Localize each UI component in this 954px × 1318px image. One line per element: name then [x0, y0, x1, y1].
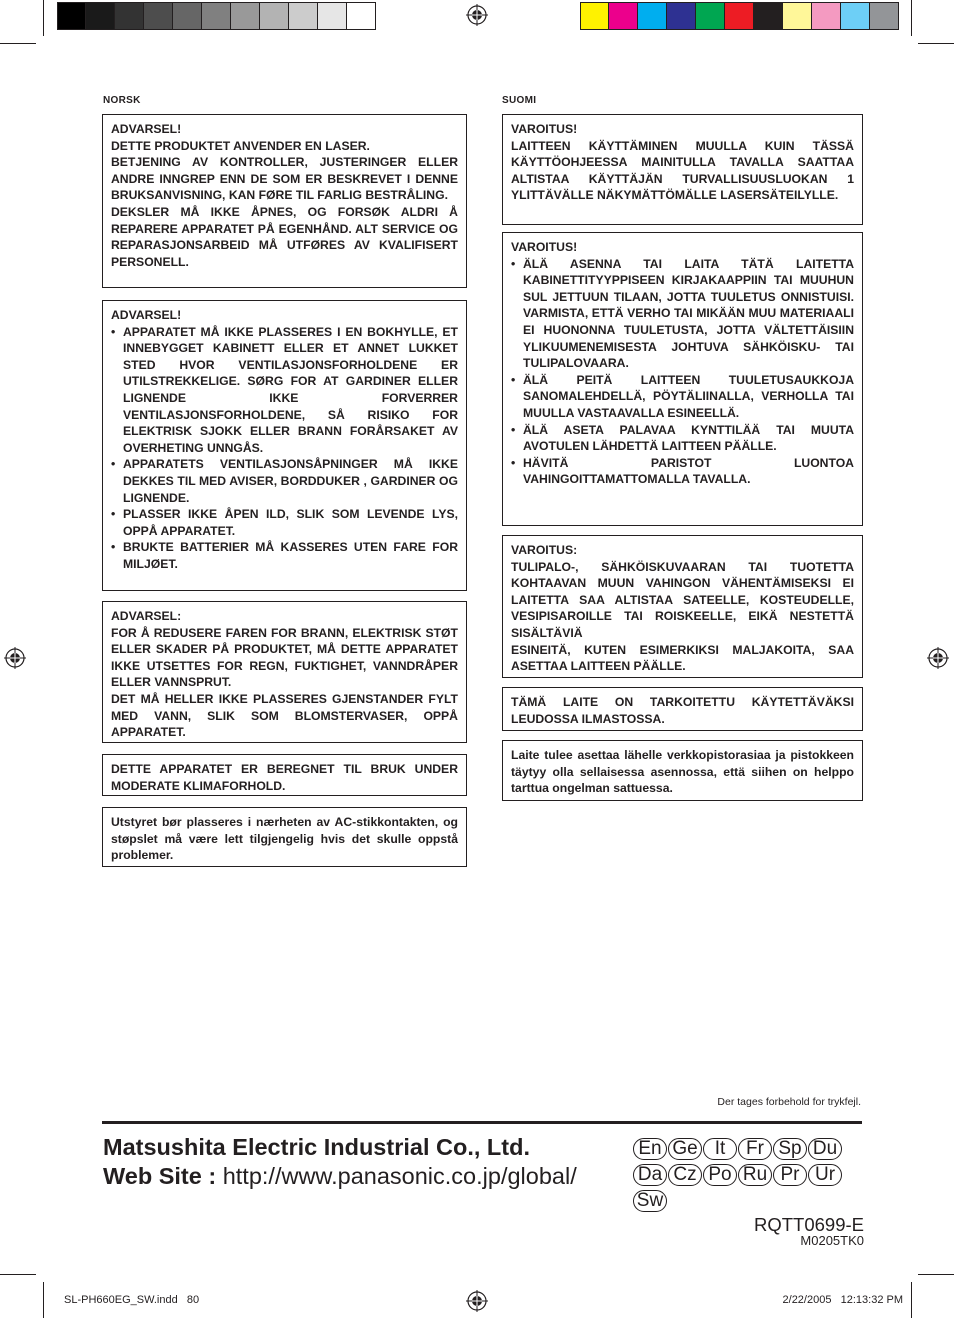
- color-swatch: [318, 2, 347, 30]
- list-item: • ÄLÄ ASENNA TAI LAITA TÄTÄ LAITETTA KABINETTITYYPPISEEN KIRJAKAAPPIIN TAI MUUHUN SUL JETTUUN TILAAN, JOTTA TUULETUS ONNISTUISI. VARMISTA, ETTÄ VERHO TAI MIKÄÄN MUU MATERIAALI EI HUONONNA TUULETUSTA, JOTTA VÄLTETTÄISIIN YLIKUUMENEMISESTA JOHTUVA SÄHKÖISKU- TAI TULIPALOVAARA.: [511, 256, 854, 372]
- crop-mark: [0, 1274, 36, 1275]
- registration-mark-icon: [4, 647, 26, 669]
- warning-paragraph: DEKSLER MÅ IKKE ÅPNES, OG FORSØK ALDRI Å REPARERE APPARATET PÅ EGENHÅND. ALT SERVICE OG REPARASJONSARBEID MÅ UTFØRES AV KVALIFISERT PERSONELL.: [111, 204, 458, 269]
- company-block: [103, 1133, 577, 1191]
- color-swatch: [609, 2, 638, 30]
- registration-mark-icon: [466, 4, 488, 26]
- language-code-badge: Sp: [773, 1138, 807, 1160]
- warning-title: VAROITUS!: [511, 240, 578, 254]
- crop-mark: [43, 1282, 44, 1318]
- warning-paragraph: DET MÅ HELLER IKKE PLASSERES GJENSTANDER FYLT MED VANN, SLIK SOM BLOMSTERVASER, OPPÅ APPARATET.: [111, 691, 458, 740]
- warning-title: VAROITUS!: [511, 122, 578, 136]
- warning-paragraph: BETJENING AV KONTROLLER, JUSTERINGER ELLER ANDRE INNGREP ENN DE SOM ER BESKREVET I DENNE BRUKSANVISNING, KAN FØRE TIL FARLIG BESTRÅLING.: [111, 155, 458, 203]
- note-text: TÄMÄ LAITE ON TARKOITETTU KÄYTETTÄVÄKSI LEUDOSSA ILMASTOSSA.: [511, 695, 854, 726]
- crop-mark: [0, 43, 36, 44]
- color-swatch: [696, 2, 725, 30]
- warning-title: ADVARSEL!: [111, 308, 182, 322]
- note-text: Utstyret bør plasseres i nærheten av AC-stikkontakten, og støpslet må være lett tilgjengelig hvis det skulle oppstå problemer.: [111, 815, 458, 863]
- disclaimer-text: Der tages forbehold for trykfejl.: [717, 1096, 861, 1108]
- color-swatch: [725, 2, 754, 30]
- list-item: • PLASSER IKKE ÅPEN ILD, SLIK SOM LEVENDE LYS, OPPÅ APPARATET.: [111, 506, 458, 539]
- document-code: RQTT0699-E: [753, 1214, 864, 1235]
- color-swatch: [870, 2, 899, 30]
- color-swatch: [115, 2, 144, 30]
- color-swatch: [812, 2, 841, 30]
- color-swatch: [841, 2, 870, 30]
- warning-box-laser-norsk: [102, 114, 467, 288]
- language-code-badge: Du: [808, 1138, 842, 1160]
- list-item: • ÄLÄ ASETA PALAVAA KYNTTILÄÄ TAI MUUTA AVOTULEN LÄHDETTÄ LAITTEEN PÄÄLLE.: [511, 422, 854, 455]
- color-swatch: [144, 2, 173, 30]
- color-swatch: [202, 2, 231, 30]
- warning-box-moisture-norsk: [102, 601, 467, 743]
- registration-mark-icon: [466, 1290, 488, 1312]
- slug-filename: SL-PH660EG_SW.indd 80: [64, 1294, 200, 1306]
- language-code-badge: Pr: [773, 1164, 807, 1186]
- list-item: • APPARATET MÅ IKKE PLASSERES I EN BOKHYLLE, ET INNEBYGGET KABINETT ELLER ET ANNET LUKKET STED HVOR VENTILASJONSFORHOLDENE ER UTILSTREKKELIGE. SØRG FOR AT GARDINER ELLER LIGNENDE IKKE FORVERRER VENTILASJONSFORHOLDENE, SÅ RISIKO FOR ELEKTRISK SJOKK ELLER BRANN FORÅRSAKET AV OVERHETING UNNGÅS.: [111, 324, 458, 457]
- warning-paragraph: FOR Å REDUSERE FAREN FOR BRANN, ELEKTRISK STØT ELLER SKADER PÅ PRODUKTET, MÅ DETTE APPARATET IKKE UTSETTES FOR REGN, FUKTIGHET, VANNDRÅPER ELLER VANNSPRUT.: [111, 625, 458, 690]
- color-swatch: [638, 2, 667, 30]
- language-code-badge: Ge: [668, 1138, 702, 1160]
- warning-list: [111, 324, 458, 573]
- print-code: M0205TK0: [800, 1233, 864, 1248]
- list-item: • ÄLÄ PEITÄ LAITTEEN TUULETUSAUKKOJA SANOMALEHDELLÄ, PÖYTÄLIINALLA, VERHOLLA TAI MUULLA VASTAAVALLA ESINEELLÄ.: [511, 372, 854, 422]
- website-line: [103, 1162, 577, 1191]
- warning-list: [511, 256, 854, 488]
- language-code-badge: Fr: [738, 1138, 772, 1160]
- color-swatch: [57, 2, 86, 30]
- color-swatch: [667, 2, 696, 30]
- color-swatch: [580, 2, 609, 30]
- color-swatch: [260, 2, 289, 30]
- climate-note-norsk: [102, 754, 467, 796]
- list-item: • APPARATETS VENTILASJONSÅPNINGER MÅ IKKE DEKKES TIL MED AVISER, BORDDUKER , GARDINER OG LIGNENDE.: [111, 456, 458, 506]
- registration-mark-icon: [927, 647, 949, 669]
- company-name: Matsushita Electric Industrial Co., Ltd.: [103, 1134, 530, 1160]
- warning-title: ADVARSEL!: [111, 122, 182, 136]
- language-code-badge: It: [703, 1138, 737, 1160]
- slug-datetime: 2/22/2005 12:13:32 PM: [782, 1294, 903, 1306]
- section-heading-norsk: NORSK: [103, 95, 141, 106]
- list-item: • BRUKTE BATTERIER MÅ KASSERES UTEN FARE FOR MILJØET.: [111, 539, 458, 572]
- note-text: DETTE APPARATET ER BEREGNET TIL BRUK UNDER MODERATE KLIMAFORHOLD.: [111, 762, 458, 793]
- color-swatch: [173, 2, 202, 30]
- warning-line: DETTE PRODUKTET ANVENDER EN LASER.: [111, 138, 370, 153]
- warning-paragraph: ESINEITÄ, KUTEN ESIMERKIKSI MALJAKOITA, SAA ASETTAA LAITTEEN PÄÄLLE.: [511, 642, 854, 674]
- color-swatch: [754, 2, 783, 30]
- language-code-badge: Sw: [633, 1190, 667, 1212]
- power-outlet-note-norsk: [102, 807, 467, 867]
- note-text: Laite tulee asettaa lähelle verkkopistorasiaa ja pistokkeen täytyy olla sellaisessa asennossa, että siihen on helppo tarttua ongelman sattuessa.: [511, 748, 854, 796]
- color-swatch: [289, 2, 318, 30]
- color-swatch: [231, 2, 260, 30]
- list-item: • HÄVITÄ PARISTOT LUONTOA VAHINGOITTAMATTOMALLA TAVALLA.: [511, 455, 854, 488]
- section-heading-suomi: SUOMI: [502, 95, 537, 106]
- language-code-badge: Da: [633, 1164, 667, 1186]
- warning-title: VAROITUS:: [511, 543, 578, 557]
- warning-paragraph: LAITTEEN KÄYTTÄMINEN MUULLA KUIN TÄSSÄ KÄYTTÖOHJEESSA MAINITULLA TAVALLA SAATTAA ALTISTAA KÄYTTÄJÄN TURVALLISUUSLUOKAN 1 YLITTÄVÄLLE NÄKYMÄTTÖMÄLLE LASERSÄTEILYLLE.: [511, 138, 854, 203]
- crop-mark: [918, 1274, 954, 1275]
- language-codes: [633, 1138, 873, 1216]
- warning-box-laser-suomi: [502, 114, 863, 225]
- crop-mark: [911, 0, 912, 36]
- language-code-badge: Cz: [668, 1164, 702, 1186]
- website-label: Web Site :: [103, 1163, 217, 1189]
- crop-mark: [43, 0, 44, 36]
- crop-mark: [911, 1282, 912, 1318]
- warning-title: ADVARSEL:: [111, 609, 182, 623]
- color-swatch: [86, 2, 115, 30]
- footer-divider: [102, 1121, 862, 1124]
- language-code-badge: Ru: [738, 1164, 772, 1186]
- gray-scale-bar: [57, 2, 376, 30]
- color-swatch: [783, 2, 812, 30]
- color-swatch: [347, 2, 376, 30]
- website-url: http://www.panasonic.co.jp/global/: [222, 1163, 577, 1189]
- power-outlet-note-suomi: [502, 740, 863, 801]
- warning-box-ventilation-norsk: [102, 300, 467, 591]
- language-code-badge: En: [633, 1138, 667, 1160]
- language-code-badge: Po: [703, 1164, 737, 1186]
- crop-mark: [918, 43, 954, 44]
- climate-note-suomi: [502, 687, 863, 731]
- language-code-badge: Ur: [808, 1164, 842, 1186]
- warning-box-ventilation-suomi: [502, 232, 863, 526]
- warning-paragraph: TULIPALO-, SÄHKÖISKUVAARAN TAI TUOTETTA KOHTAAVAN MUUN VAHINGON VÄHENTÄMISEKSI EI LAITETTA SAA ALTISTAA SATEELLE, KOSTEUDELLE, VESIPISAROILLE TAI ROISKEELLE, EIKÄ NESTETTÄ SISÄLTÄVIÄ: [511, 559, 854, 640]
- warning-box-moisture-suomi: [502, 535, 863, 678]
- color-calibration-bar: [580, 2, 899, 30]
